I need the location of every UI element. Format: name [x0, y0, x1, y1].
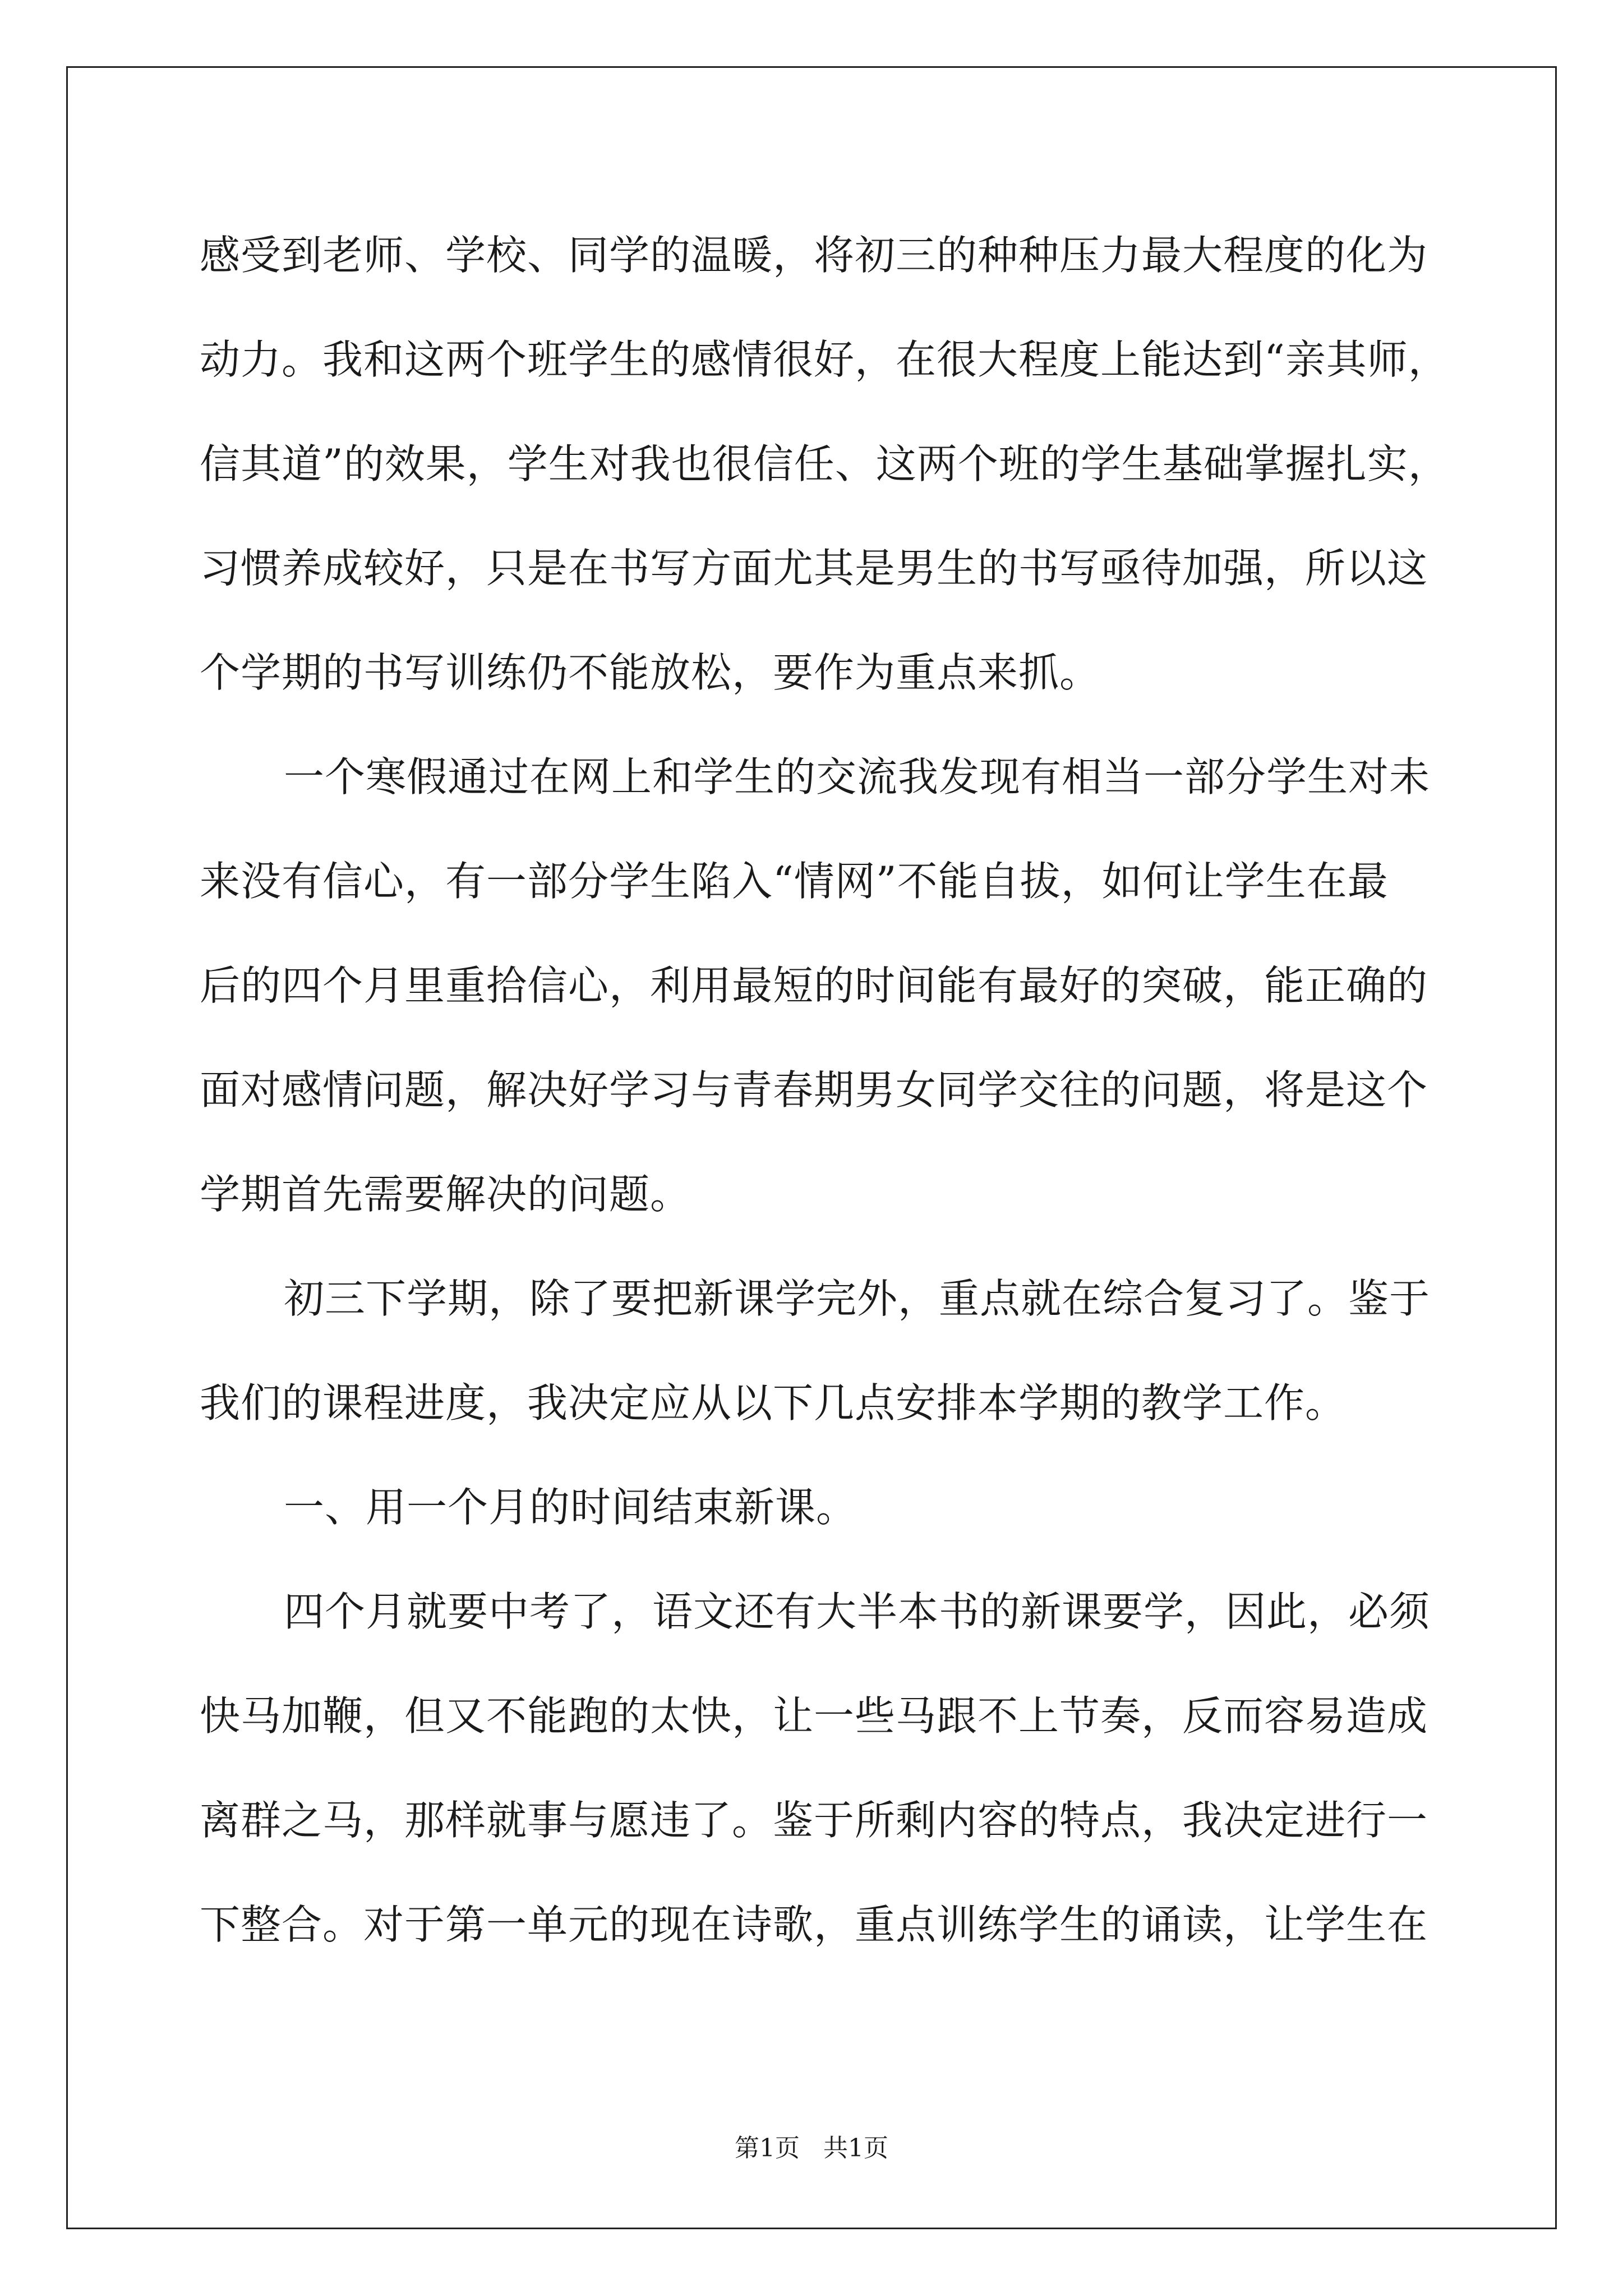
- text-line: 习惯养成较好，只是在书写方面尤其是男生的书写亟待加强，所以这: [200, 545, 1428, 592]
- text-line: 动力。我和这两个班学生的感情很好，在很大程度上能达到“亲其师，: [200, 336, 1449, 383]
- text-line: 个学期的书写训练仍不能放松，要作为重点来抓。: [200, 649, 1101, 696]
- text-line: 后的四个月里重拾信心，利用最短的时间能有最好的突破，能正确的: [200, 962, 1428, 1009]
- text-line: 感受到老师、学校、同学的温暖，将初三的种种压力最大程度的化为: [200, 232, 1428, 279]
- text-line: 下整合。对于第一单元的现在诗歌，重点训练学生的诵读，让学生在: [200, 1901, 1428, 1948]
- text-line: 快马加鞭，但又不能跑的太快，让一些马跟不上节奏，反而容易造成: [200, 1692, 1428, 1740]
- text-line: 来没有信心，有一部分学生陷入“情网”不能自拔，如何让学生在最: [200, 858, 1389, 905]
- paragraph-start-line: 初三下学期，除了要把新课学完外，重点就在综合复习了。鉴于: [284, 1275, 1431, 1322]
- text-line: 面对感情问题，解决好学习与青春期男女同学交往的问题，将是这个: [200, 1066, 1428, 1114]
- paragraph-start-line: 四个月就要中考了，语文还有大半本书的新课要学，因此，必须: [284, 1588, 1431, 1635]
- paragraph-start-line: 一个寒假通过在网上和学生的交流我发现有相当一部分学生对未: [284, 753, 1431, 800]
- text-line: 信其道”的效果，学生对我也很信任、这两个班的学生基础掌握扎实，: [200, 440, 1449, 487]
- page-number-footer: 第1页 共1页: [735, 2134, 888, 2162]
- section-heading: 一、用一个月的时间结束新课。: [284, 1484, 857, 1531]
- document-body: [200, 203, 1449, 1977]
- text-line: 我们的课程进度，我决定应从以下几点安排本学期的教学工作。: [200, 1379, 1347, 1427]
- text-line: 离群之马，那样就事与愿违了。鉴于所剩内容的特点，我决定进行一: [200, 1797, 1428, 1844]
- text-line: 学期首先需要解决的问题。: [200, 1171, 691, 1218]
